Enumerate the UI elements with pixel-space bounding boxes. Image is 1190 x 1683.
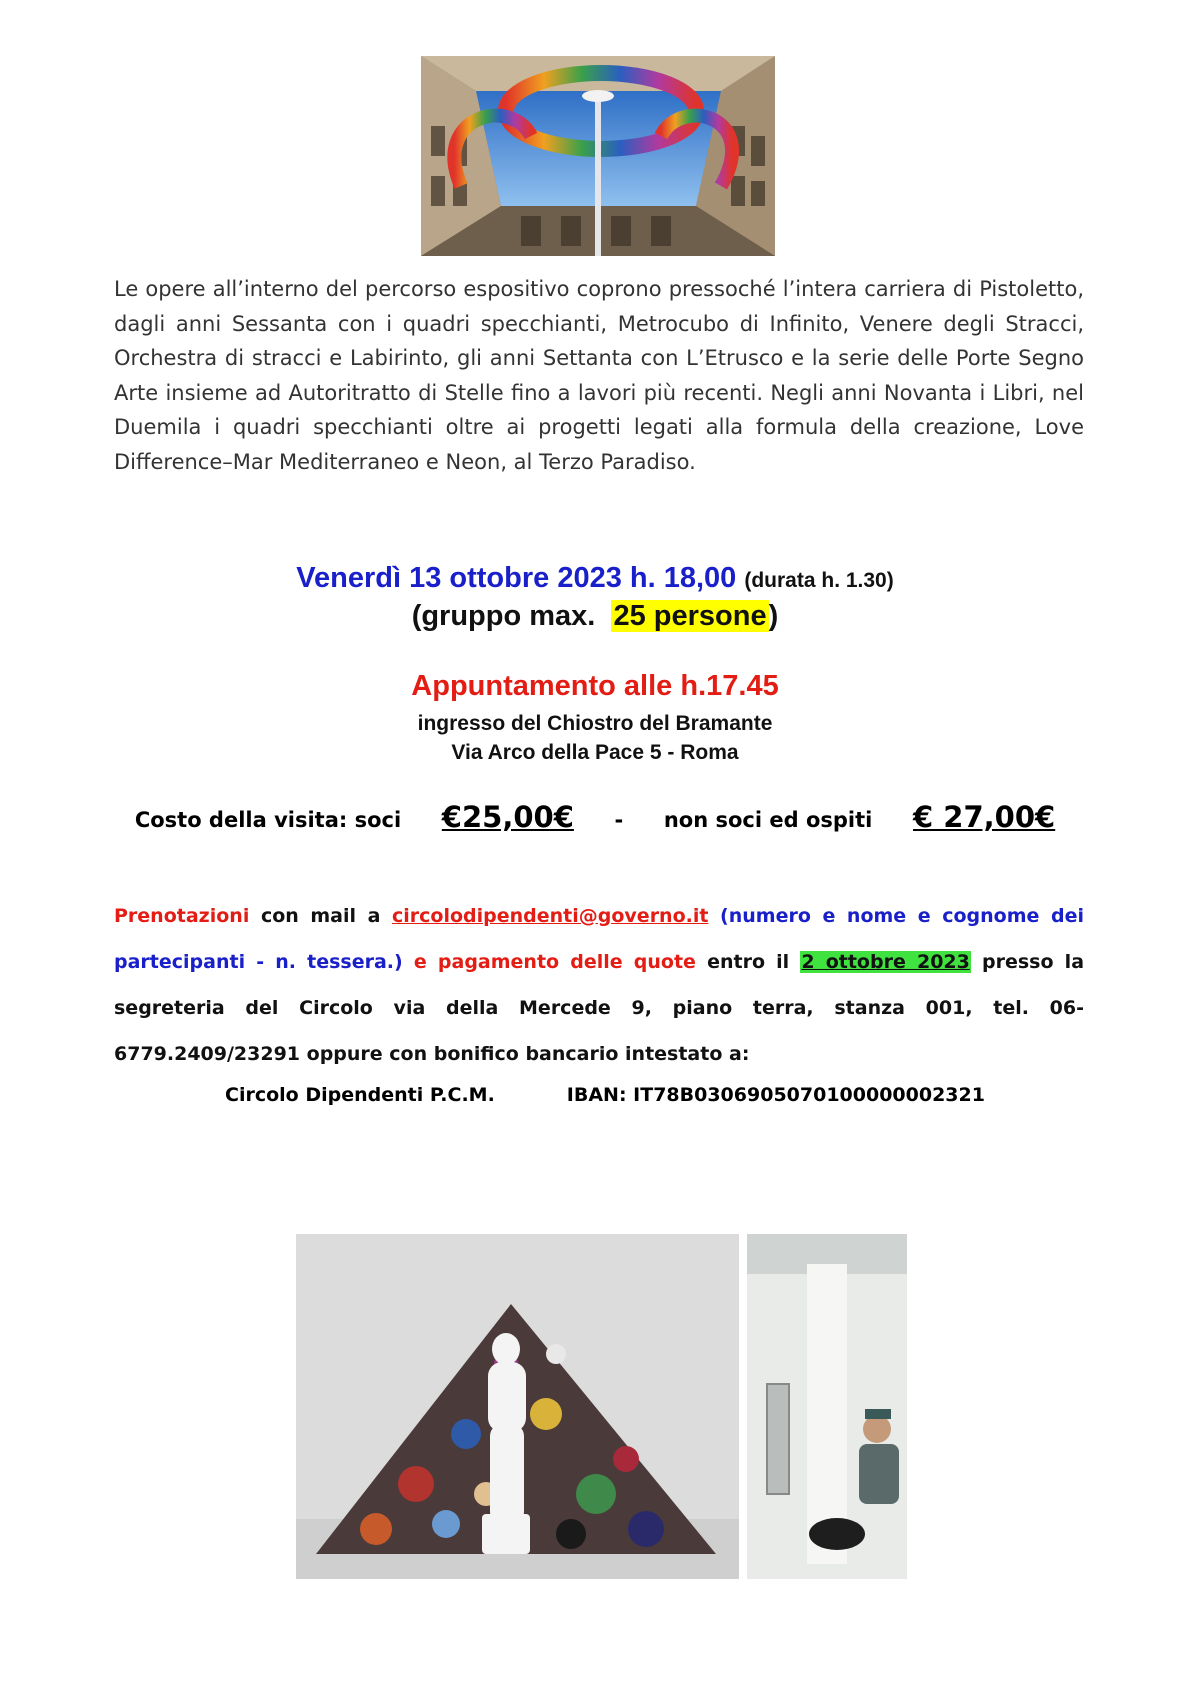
booking-details: (numero e nome e cognome dei partecipanti - n. tessera.) <box>114 905 1085 973</box>
group-prefix: (gruppo max. <box>411 600 596 632</box>
event-duration: (durata h. 1.30) <box>744 569 894 592</box>
guests-label: non soci ed ospiti <box>663 808 873 832</box>
bank-details <box>225 1084 985 1106</box>
intro-paragraph: Le opere all’interno del percorso espositivo coprono pressoché l’intera carriera di Pistoletto, dagli anni Sessanta con i quadri specchianti, Metrocubo di Infinito, Venere degli Stracci, Orchestra di stracci e Labirinto, gli anni Settanta con L’Etrusco e la serie delle Porte Segno Arte insieme ad Autoritratto di Stelle fino a lavori più recenti. Negli anni Novanta i Libri, nel Duemila i quadri specchianti oltre ai progetti legati alla formula della creazione, Love Difference–Mar Mediterraneo e Neon, al Terzo Paradiso. <box>114 277 1084 474</box>
booking-and: e <box>413 951 427 973</box>
account-holder: Circolo Dipendenti P.C.M. <box>225 1084 495 1106</box>
booking-rest: presso la segreteria del Circolo via della Mercede 9, piano terra, stanza 001, tel. 06-6779.2409/23291 oppure con bonifico bancario intestato a: <box>114 951 1085 1065</box>
group-suffix: ) <box>768 600 779 632</box>
cost-line <box>0 800 1190 834</box>
group-size-line <box>0 600 1190 633</box>
group-size-highlight: 25 persone <box>613 600 767 632</box>
exhibition-photo-courtyard <box>421 56 775 256</box>
booking-instructions <box>114 893 1084 1077</box>
booking-email-link[interactable]: circolodipendenti@governo.it <box>392 905 709 927</box>
cost-separator: - <box>614 808 624 832</box>
meeting-point: ingresso del Chiostro del Bramante <box>417 712 773 735</box>
iban: IBAN: IT78B0306905070100000002321 <box>566 1084 985 1106</box>
booking-by: entro il <box>707 951 790 973</box>
mirror-installation-photo <box>747 1234 907 1579</box>
cost-label: Costo della visita: soci <box>134 808 402 832</box>
booking-with-mail: con mail a <box>260 905 381 927</box>
members-price: €25,00€ <box>441 800 574 834</box>
booking-heading: Prenotazioni <box>114 905 250 927</box>
meeting-address: Via Arco della Pace 5 - Roma <box>451 741 739 764</box>
booking-payment: pagamento delle quote <box>437 951 696 973</box>
event-date-line <box>0 562 1190 595</box>
venere-degli-stracci-photo <box>296 1234 739 1579</box>
guests-price: € 27,00€ <box>913 800 1056 834</box>
appointment-time: Appuntamento alle h.17.45 <box>411 670 779 702</box>
booking-deadline: 2 ottobre 2023 <box>801 951 970 973</box>
event-date-time: Venerdì 13 ottobre 2023 h. 18,00 <box>296 562 737 594</box>
